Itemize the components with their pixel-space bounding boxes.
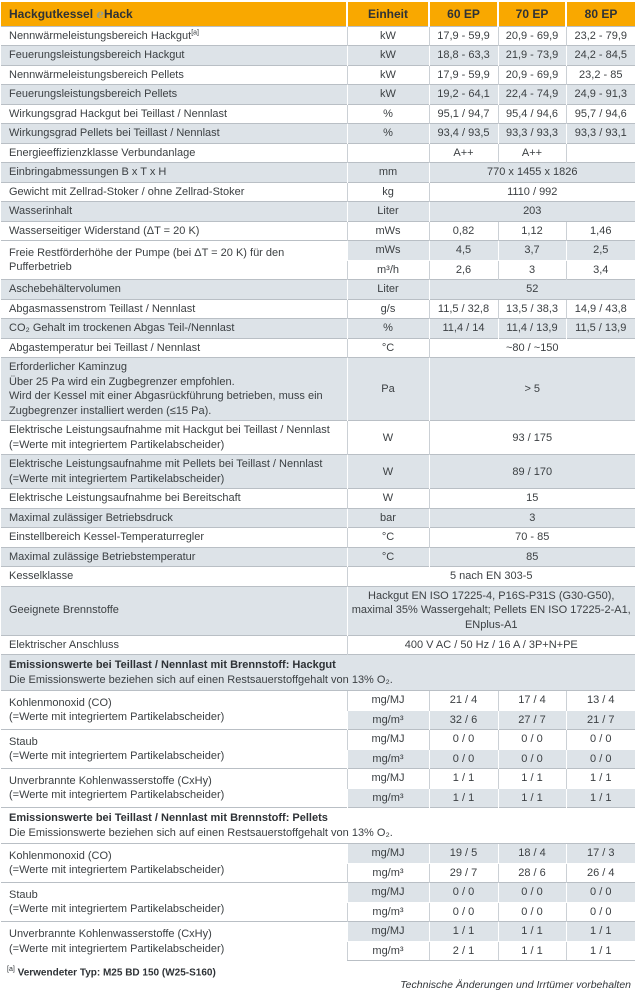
spec-label-line: Staub [9, 888, 38, 901]
section-title: Emissionswerte bei Teillast / Nennlast mit Brennstoff: Pellets [9, 812, 328, 825]
section-header-row [1, 808, 635, 844]
spec-value: 11,5 / 13,9 [566, 319, 635, 339]
spec-label-text: Nennwärmeleistungsbereich Pellets [9, 68, 184, 81]
spec-label-line: Kohlenmonoxid (CO) [9, 696, 112, 709]
col-header-unit: Einheit [347, 2, 429, 26]
spec-unit: mg/m³ [347, 788, 429, 808]
table-row [1, 883, 635, 903]
footnote-mark: [a] [7, 966, 15, 974]
spec-value-fullspan [347, 586, 635, 635]
spec-label [1, 319, 347, 339]
spec-label [1, 635, 347, 655]
table-row [1, 319, 635, 339]
col-header-60ep: 60 EP [429, 2, 498, 26]
spec-value-span: ~80 / ~150 [429, 338, 635, 358]
col-header-70ep: 70 EP [498, 2, 566, 26]
spec-value: 23,2 - 85 [566, 65, 635, 85]
spec-unit: g/s [347, 299, 429, 319]
spec-unit: % [347, 104, 429, 124]
spec-label-line: Elektrische Leistungsaufnahme mit Hackgut bei Teillast / Nennlast [9, 424, 330, 437]
spec-value-span: 770 x 1455 x 1826 [429, 163, 635, 183]
spec-value: 0,82 [429, 221, 498, 241]
spec-unit: kW [347, 85, 429, 105]
spec-label-line: (=Werte mit integriertem Partikelabscheider) [9, 864, 225, 877]
spec-value: 93,3 / 93,1 [566, 124, 635, 144]
spec-unit: Liter [347, 280, 429, 300]
table-row [1, 922, 635, 942]
table-row [1, 528, 635, 548]
spec-value: 26 / 4 [566, 863, 635, 883]
spec-label-text: Feuerungsleistungsbereich Hackgut [9, 49, 185, 62]
spec-value [566, 143, 635, 163]
spec-unit: bar [347, 508, 429, 528]
spec-unit: °C [347, 338, 429, 358]
spec-label-text: Wasserseitiger Widerstand (ΔT = 20 K) [9, 224, 200, 237]
spec-value: 11,4 / 13,9 [498, 319, 566, 339]
spec-label [1, 65, 347, 85]
spec-unit: mg/MJ [347, 730, 429, 750]
table-row [1, 124, 635, 144]
spec-label-line: Unverbrannte Kohlenwasserstoffe (CxHy) [9, 774, 212, 787]
table-row [1, 280, 635, 300]
spec-value: 93,4 / 93,5 [429, 124, 498, 144]
spec-label-line: (=Werte mit integriertem Partikelabscheider) [9, 942, 225, 955]
spec-label [1, 280, 347, 300]
spec-label-line: Unverbrannte Kohlenwasserstoffe (CxHy) [9, 928, 212, 940]
section-header-row [1, 655, 635, 691]
spec-value: 27 / 7 [498, 710, 566, 730]
table-row [1, 299, 635, 319]
spec-unit: mg/m³ [347, 863, 429, 883]
spec-label-text: Aschebehältervolumen [9, 283, 121, 296]
spec-value: 18,8 - 63,3 [429, 46, 498, 66]
spec-value: 1,46 [566, 221, 635, 241]
spec-label-line: Staub [9, 735, 38, 748]
section-subtitle: Die Emissionswerte beziehen sich auf einen Restsauerstoffgehalt von 13% O₂. [9, 826, 393, 839]
spec-label-text: Einbringabmessungen B x T x H [9, 166, 167, 179]
spec-value: 0 / 0 [498, 883, 566, 903]
spec-label-text: Elektrische Leistungsaufnahme bei Bereitschaft [9, 492, 241, 505]
table-row [1, 202, 635, 222]
spec-value: 3,4 [566, 260, 635, 280]
spec-label-line: Kohlenmonoxid (CO) [9, 849, 112, 862]
spec-unit: mg/m³ [347, 749, 429, 769]
spec-value: 18 / 4 [498, 844, 566, 864]
spec-unit: °C [347, 528, 429, 548]
spec-label-text: Wasserinhalt [9, 205, 73, 218]
spec-unit: mWs [347, 221, 429, 241]
spec-value: 2 / 1 [429, 941, 498, 961]
table-row [1, 241, 635, 261]
spec-value-span: 93 / 175 [429, 421, 635, 455]
table-row [1, 547, 635, 567]
footer-disclaimer: Technische Änderungen und Irrtümer vorbehalten [400, 978, 631, 991]
section-title: Emissionswerte bei Teillast / Nennlast mit Brennstoff: Hackgut [9, 659, 336, 672]
spec-unit: mg/MJ [347, 691, 429, 711]
spec-value: 0 / 0 [429, 883, 498, 903]
spec-label-text: CO₂ Gehalt im trockenen Abgas Teil-/Nennlast [9, 322, 235, 335]
spec-label-line: (=Werte mit integriertem Partikelabscheider) [9, 711, 225, 724]
table-row [1, 163, 635, 183]
spec-unit: % [347, 124, 429, 144]
spec-value-span: > 5 [429, 358, 635, 421]
spec-unit [347, 143, 429, 163]
spec-value: 0 / 0 [429, 730, 498, 750]
spec-value: 11,5 / 32,8 [429, 299, 498, 319]
spec-value: 1 / 1 [566, 941, 635, 961]
spec-unit: mm [347, 163, 429, 183]
table-row [1, 586, 635, 635]
spec-label [1, 844, 347, 883]
table-row [1, 844, 635, 864]
footnote [1, 961, 635, 978]
spec-label-text: Elektrischer Anschluss [9, 638, 120, 651]
spec-value-line: maximal 35% Wassergehalt; Pellets EN ISO 17225-2-A1, [351, 604, 631, 617]
spec-value: 17 / 4 [498, 691, 566, 711]
spec-unit: mg/m³ [347, 941, 429, 961]
spec-value-line: 5 nach EN 303-5 [449, 570, 533, 583]
table-row [1, 104, 635, 124]
spec-value: 22,4 - 74,9 [498, 85, 566, 105]
spec-value: 4,5 [429, 241, 498, 261]
spec-label [1, 241, 347, 280]
spec-label [1, 182, 347, 202]
table-row [1, 508, 635, 528]
table-row [1, 338, 635, 358]
spec-value: 1 / 1 [429, 788, 498, 808]
footnote-text: Verwendeter Typ: M25 BD 150 (W25-S160) [17, 967, 216, 979]
spec-value-span: 52 [429, 280, 635, 300]
spec-unit: % [347, 319, 429, 339]
spec-label [1, 358, 347, 421]
spec-unit: mg/MJ [347, 883, 429, 903]
spec-label [1, 489, 347, 509]
table-row [1, 65, 635, 85]
spec-label [1, 528, 347, 548]
spec-value-line: 400 V AC / 50 Hz / 16 A / 3P+N+PE [404, 638, 578, 651]
spec-table [1, 2, 635, 961]
spec-value: 21 / 4 [429, 691, 498, 711]
spec-label-text: Freie Restförderhöhe der Pumpe (bei ΔT = 20 K) für den Pufferbetrieb [9, 246, 285, 274]
table-row [1, 769, 635, 789]
spec-value: 21 / 7 [566, 710, 635, 730]
spec-value: A++ [429, 143, 498, 163]
spec-value: 0 / 0 [566, 730, 635, 750]
spec-label-line: (=Werte mit integriertem Partikelabscheider) [9, 903, 225, 916]
spec-unit: kg [347, 182, 429, 202]
table-row [1, 143, 635, 163]
spec-label-line: Wird der Kessel mit einer Abgasrückführung betrieben, muss ein Zugbegrenzer installiert werden (≤15 Pa). [9, 390, 323, 417]
table-title-prefix: Hackgutkessel [9, 6, 97, 21]
table-row [1, 358, 635, 421]
spec-label-line: Erforderlicher Kaminzug [9, 361, 127, 374]
spec-unit: Pa [347, 358, 429, 421]
spec-value: 2,6 [429, 260, 498, 280]
table-title-suffix: Hack [104, 6, 133, 21]
spec-value: 1,12 [498, 221, 566, 241]
table-title [1, 2, 347, 26]
spec-label [1, 547, 347, 567]
spec-label [1, 691, 347, 730]
spec-label-text: Feuerungsleistungsbereich Pellets [9, 88, 178, 101]
spec-value: 3,7 [498, 241, 566, 261]
spec-value: 1 / 1 [498, 788, 566, 808]
spec-label-text: Wirkungsgrad Pellets bei Teillast / Nennlast [9, 127, 220, 140]
spec-value: 1 / 1 [566, 788, 635, 808]
section-subtitle: Die Emissionswerte beziehen sich auf einen Restsauerstoffgehalt von 13% O₂. [9, 673, 393, 686]
spec-value: 0 / 0 [566, 883, 635, 903]
spec-table-body [1, 26, 635, 961]
spec-value: 1 / 1 [498, 922, 566, 942]
spec-label [1, 202, 347, 222]
spec-label [1, 124, 347, 144]
spec-unit: kW [347, 46, 429, 66]
spec-value: 95,7 / 94,6 [566, 104, 635, 124]
spec-value: 19 / 5 [429, 844, 498, 864]
table-row [1, 182, 635, 202]
spec-value: 95,1 / 94,7 [429, 104, 498, 124]
spec-label-line: (=Werte mit integriertem Partikelabscheider) [9, 789, 225, 802]
spec-value: 20,9 - 69,9 [498, 65, 566, 85]
spec-value: 24,9 - 91,3 [566, 85, 635, 105]
spec-value-span: 89 / 170 [429, 455, 635, 489]
spec-value-span: 70 - 85 [429, 528, 635, 548]
spec-value: 2,5 [566, 241, 635, 261]
spec-label-line: Elektrische Leistungsaufnahme mit Pellets bei Teillast / Nennlast [9, 458, 323, 471]
table-row [1, 730, 635, 750]
footnote-ref: [a] [191, 28, 200, 36]
spec-label-text: Abgasmassenstrom Teillast / Nennlast [9, 302, 196, 315]
spec-label [1, 26, 347, 46]
spec-value-span: 85 [429, 547, 635, 567]
spec-label [1, 455, 347, 489]
spec-label-text: Kesselklasse [9, 570, 74, 583]
spec-label [1, 104, 347, 124]
spec-label [1, 85, 347, 105]
spec-value: 21,9 - 73,9 [498, 46, 566, 66]
table-row [1, 489, 635, 509]
spec-value: 0 / 0 [429, 902, 498, 922]
spec-label-text: Einstellbereich Kessel-Temperaturregler [9, 531, 205, 544]
spec-unit: mg/MJ [347, 769, 429, 789]
spec-value: 93,3 / 93,3 [498, 124, 566, 144]
spec-value: 17,9 - 59,9 [429, 65, 498, 85]
spec-value-span: 15 [429, 489, 635, 509]
spec-unit: mg/MJ [347, 844, 429, 864]
spec-value: 0 / 0 [498, 749, 566, 769]
spec-value: 19,2 - 64,1 [429, 85, 498, 105]
spec-value: 1 / 1 [566, 769, 635, 789]
table-row [1, 421, 635, 455]
spec-value-span: 1110 / 992 [429, 182, 635, 202]
spec-value: 24,2 - 84,5 [566, 46, 635, 66]
spec-unit: mg/MJ [347, 922, 429, 942]
spec-label [1, 922, 347, 961]
spec-value: 11,4 / 14 [429, 319, 498, 339]
spec-value: 32 / 6 [429, 710, 498, 730]
table-row [1, 46, 635, 66]
spec-value: 23,2 - 79,9 [566, 26, 635, 46]
spec-value: 1 / 1 [498, 769, 566, 789]
table-title-accent: e [96, 6, 105, 21]
spec-value: 0 / 0 [566, 749, 635, 769]
spec-value: 3 [498, 260, 566, 280]
table-header-row [1, 2, 635, 26]
spec-label [1, 221, 347, 241]
table-row [1, 635, 635, 655]
spec-value: 0 / 0 [429, 749, 498, 769]
spec-value: 0 / 0 [498, 902, 566, 922]
spec-label-text: Geeignete Brennstoffe [9, 604, 119, 617]
spec-unit: Liter [347, 202, 429, 222]
spec-unit: m³/h [347, 260, 429, 280]
spec-value: 1 / 1 [429, 922, 498, 942]
spec-value: A++ [498, 143, 566, 163]
spec-value: 20,9 - 69,9 [498, 26, 566, 46]
spec-label-text: Energieeffizienzklasse Verbundanlage [9, 146, 196, 159]
table-row [1, 691, 635, 711]
spec-value-span: 203 [429, 202, 635, 222]
section-header-cell [1, 655, 635, 691]
spec-value: 0 / 0 [566, 902, 635, 922]
spec-label [1, 508, 347, 528]
spec-value: 29 / 7 [429, 863, 498, 883]
spec-label [1, 421, 347, 455]
spec-label-line: (=Werte mit integriertem Partikelabscheider) [9, 750, 225, 763]
spec-value: 17 / 3 [566, 844, 635, 864]
spec-value: 17,9 - 59,9 [429, 26, 498, 46]
spec-label [1, 143, 347, 163]
section-header-cell [1, 808, 635, 844]
spec-label [1, 299, 347, 319]
table-row [1, 85, 635, 105]
spec-value-fullspan [347, 635, 635, 655]
spec-value: 14,9 / 43,8 [566, 299, 635, 319]
spec-label-text: Wirkungsgrad Hackgut bei Teillast / Nennlast [9, 107, 228, 120]
spec-label-line: (=Werte mit integriertem Partikelabscheider) [9, 438, 225, 451]
table-row [1, 567, 635, 587]
spec-label [1, 163, 347, 183]
spec-value-span: 3 [429, 508, 635, 528]
spec-label-line: (=Werte mit integriertem Partikelabscheider) [9, 472, 225, 485]
spec-unit: W [347, 489, 429, 509]
col-header-80ep: 80 EP [566, 2, 635, 26]
spec-unit: mg/m³ [347, 902, 429, 922]
spec-value: 1 / 1 [429, 769, 498, 789]
spec-label-text: Abgastemperatur bei Teillast / Nennlast [9, 341, 201, 354]
spec-unit: kW [347, 65, 429, 85]
spec-unit: °C [347, 547, 429, 567]
spec-label [1, 730, 347, 769]
table-row [1, 455, 635, 489]
spec-value: 1 / 1 [498, 941, 566, 961]
spec-value: 1 / 1 [566, 922, 635, 942]
spec-value: 28 / 6 [498, 863, 566, 883]
spec-value: 95,4 / 94,6 [498, 104, 566, 124]
spec-unit: mWs [347, 241, 429, 261]
spec-unit: mg/m³ [347, 710, 429, 730]
spec-value-fullspan [347, 567, 635, 587]
spec-label-text: Gewicht mit Zellrad-Stoker / ohne Zellrad-Stoker [9, 185, 245, 198]
spec-label [1, 567, 347, 587]
spec-label-line: Über 25 Pa wird ein Zugbegrenzer empfohlen. [9, 375, 235, 388]
spec-value-line: ENplus-A1 [464, 619, 518, 631]
spec-label [1, 769, 347, 808]
spec-label [1, 883, 347, 922]
spec-label [1, 586, 347, 635]
spec-value-line: Hackgut EN ISO 17225-4, P16S-P31S (G30-G50), [368, 589, 615, 602]
spec-unit: kW [347, 26, 429, 46]
spec-label-text: Maximal zulässige Betriebstemperatur [9, 550, 196, 563]
table-row [1, 221, 635, 241]
spec-value: 13 / 4 [566, 691, 635, 711]
spec-unit: W [347, 455, 429, 489]
spec-label-text: Nennwärmeleistungsbereich Hackgut [9, 29, 192, 42]
spec-value: 13,5 / 38,3 [498, 299, 566, 319]
table-row [1, 26, 635, 46]
spec-label [1, 46, 347, 66]
spec-label [1, 338, 347, 358]
spec-value: 0 / 0 [498, 730, 566, 750]
spec-unit: W [347, 421, 429, 455]
spec-label-text: Maximal zulässiger Betriebsdruck [9, 511, 173, 524]
